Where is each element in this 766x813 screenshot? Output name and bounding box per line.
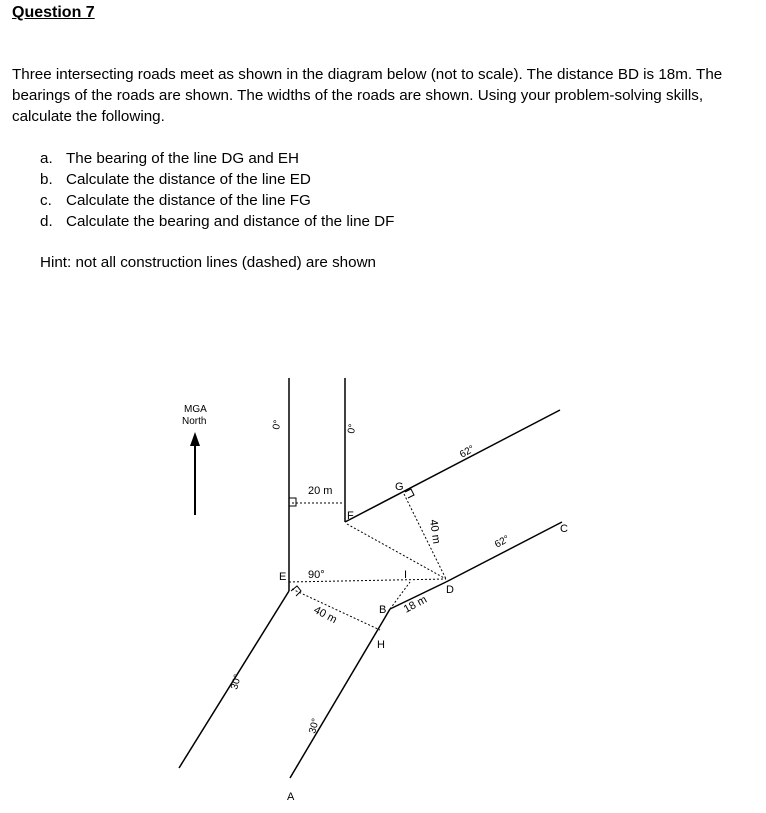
bearing-0-right-label: 0° xyxy=(346,423,359,435)
north-label-north: North xyxy=(182,416,207,427)
task-text: Calculate the distance of the line FG xyxy=(66,192,311,209)
north-arrow-head xyxy=(190,432,200,446)
point-b-label: B xyxy=(379,604,387,616)
distance-bd-18m-label: 18 m xyxy=(401,593,430,616)
width-20m-label: 20 m xyxy=(308,485,333,497)
dashed-e-h xyxy=(292,589,380,630)
point-f-label: F xyxy=(347,510,354,522)
bearing-30-bottom-label: 30° xyxy=(307,717,322,735)
width-40m-right-label: 40 m xyxy=(427,518,443,545)
north-arrow xyxy=(182,404,207,515)
road-edge-top-diagonal xyxy=(345,410,560,522)
task-letter: b. xyxy=(40,171,53,188)
road-edge-bottom-diagonal xyxy=(290,626,380,778)
point-e-label: E xyxy=(279,571,287,583)
angle-90-label: 90° xyxy=(308,569,325,581)
point-c-label: C xyxy=(560,523,568,535)
road-edge-dc xyxy=(446,522,562,582)
task-text: Calculate the distance of the line ED xyxy=(66,171,311,188)
question-intro: Three intersecting roads meet as shown in the diagram below (not to scale). The distance BD is 18m. The bearings of the roads are shown. The widths of the roads are shown. Using your problem-solving skills, calculate the following. xyxy=(12,66,723,125)
north-label-mga: MGA xyxy=(184,404,207,415)
point-i-label: I xyxy=(404,569,408,581)
task-text: Calculate the bearing and distance of the line DF xyxy=(66,213,395,230)
point-a-label: A xyxy=(287,791,295,803)
point-d-label: D xyxy=(446,584,454,596)
task-text: The bearing of the line DG and EH xyxy=(66,150,300,167)
point-h-label: H xyxy=(377,639,385,651)
point-g-label: G xyxy=(395,481,404,493)
right-angle-icon xyxy=(289,498,296,506)
task-letter: d. xyxy=(40,213,53,230)
bearing-0-left-label: 0° xyxy=(271,419,284,431)
question-title: Question 7 xyxy=(12,4,95,21)
bearing-30-left-label: 30° xyxy=(229,673,244,691)
construction-lines xyxy=(289,494,446,630)
bearing-62-top-label: 62° xyxy=(458,443,477,461)
task-letter: a. xyxy=(40,150,53,167)
task-letter: c. xyxy=(40,192,52,209)
bearing-62-right-label: 62° xyxy=(493,533,512,551)
road-edges xyxy=(179,378,562,778)
hint-text: Hint: not all construction lines (dashed) are shown xyxy=(40,254,376,271)
width-40m-mid-label: 40 m xyxy=(311,604,339,627)
